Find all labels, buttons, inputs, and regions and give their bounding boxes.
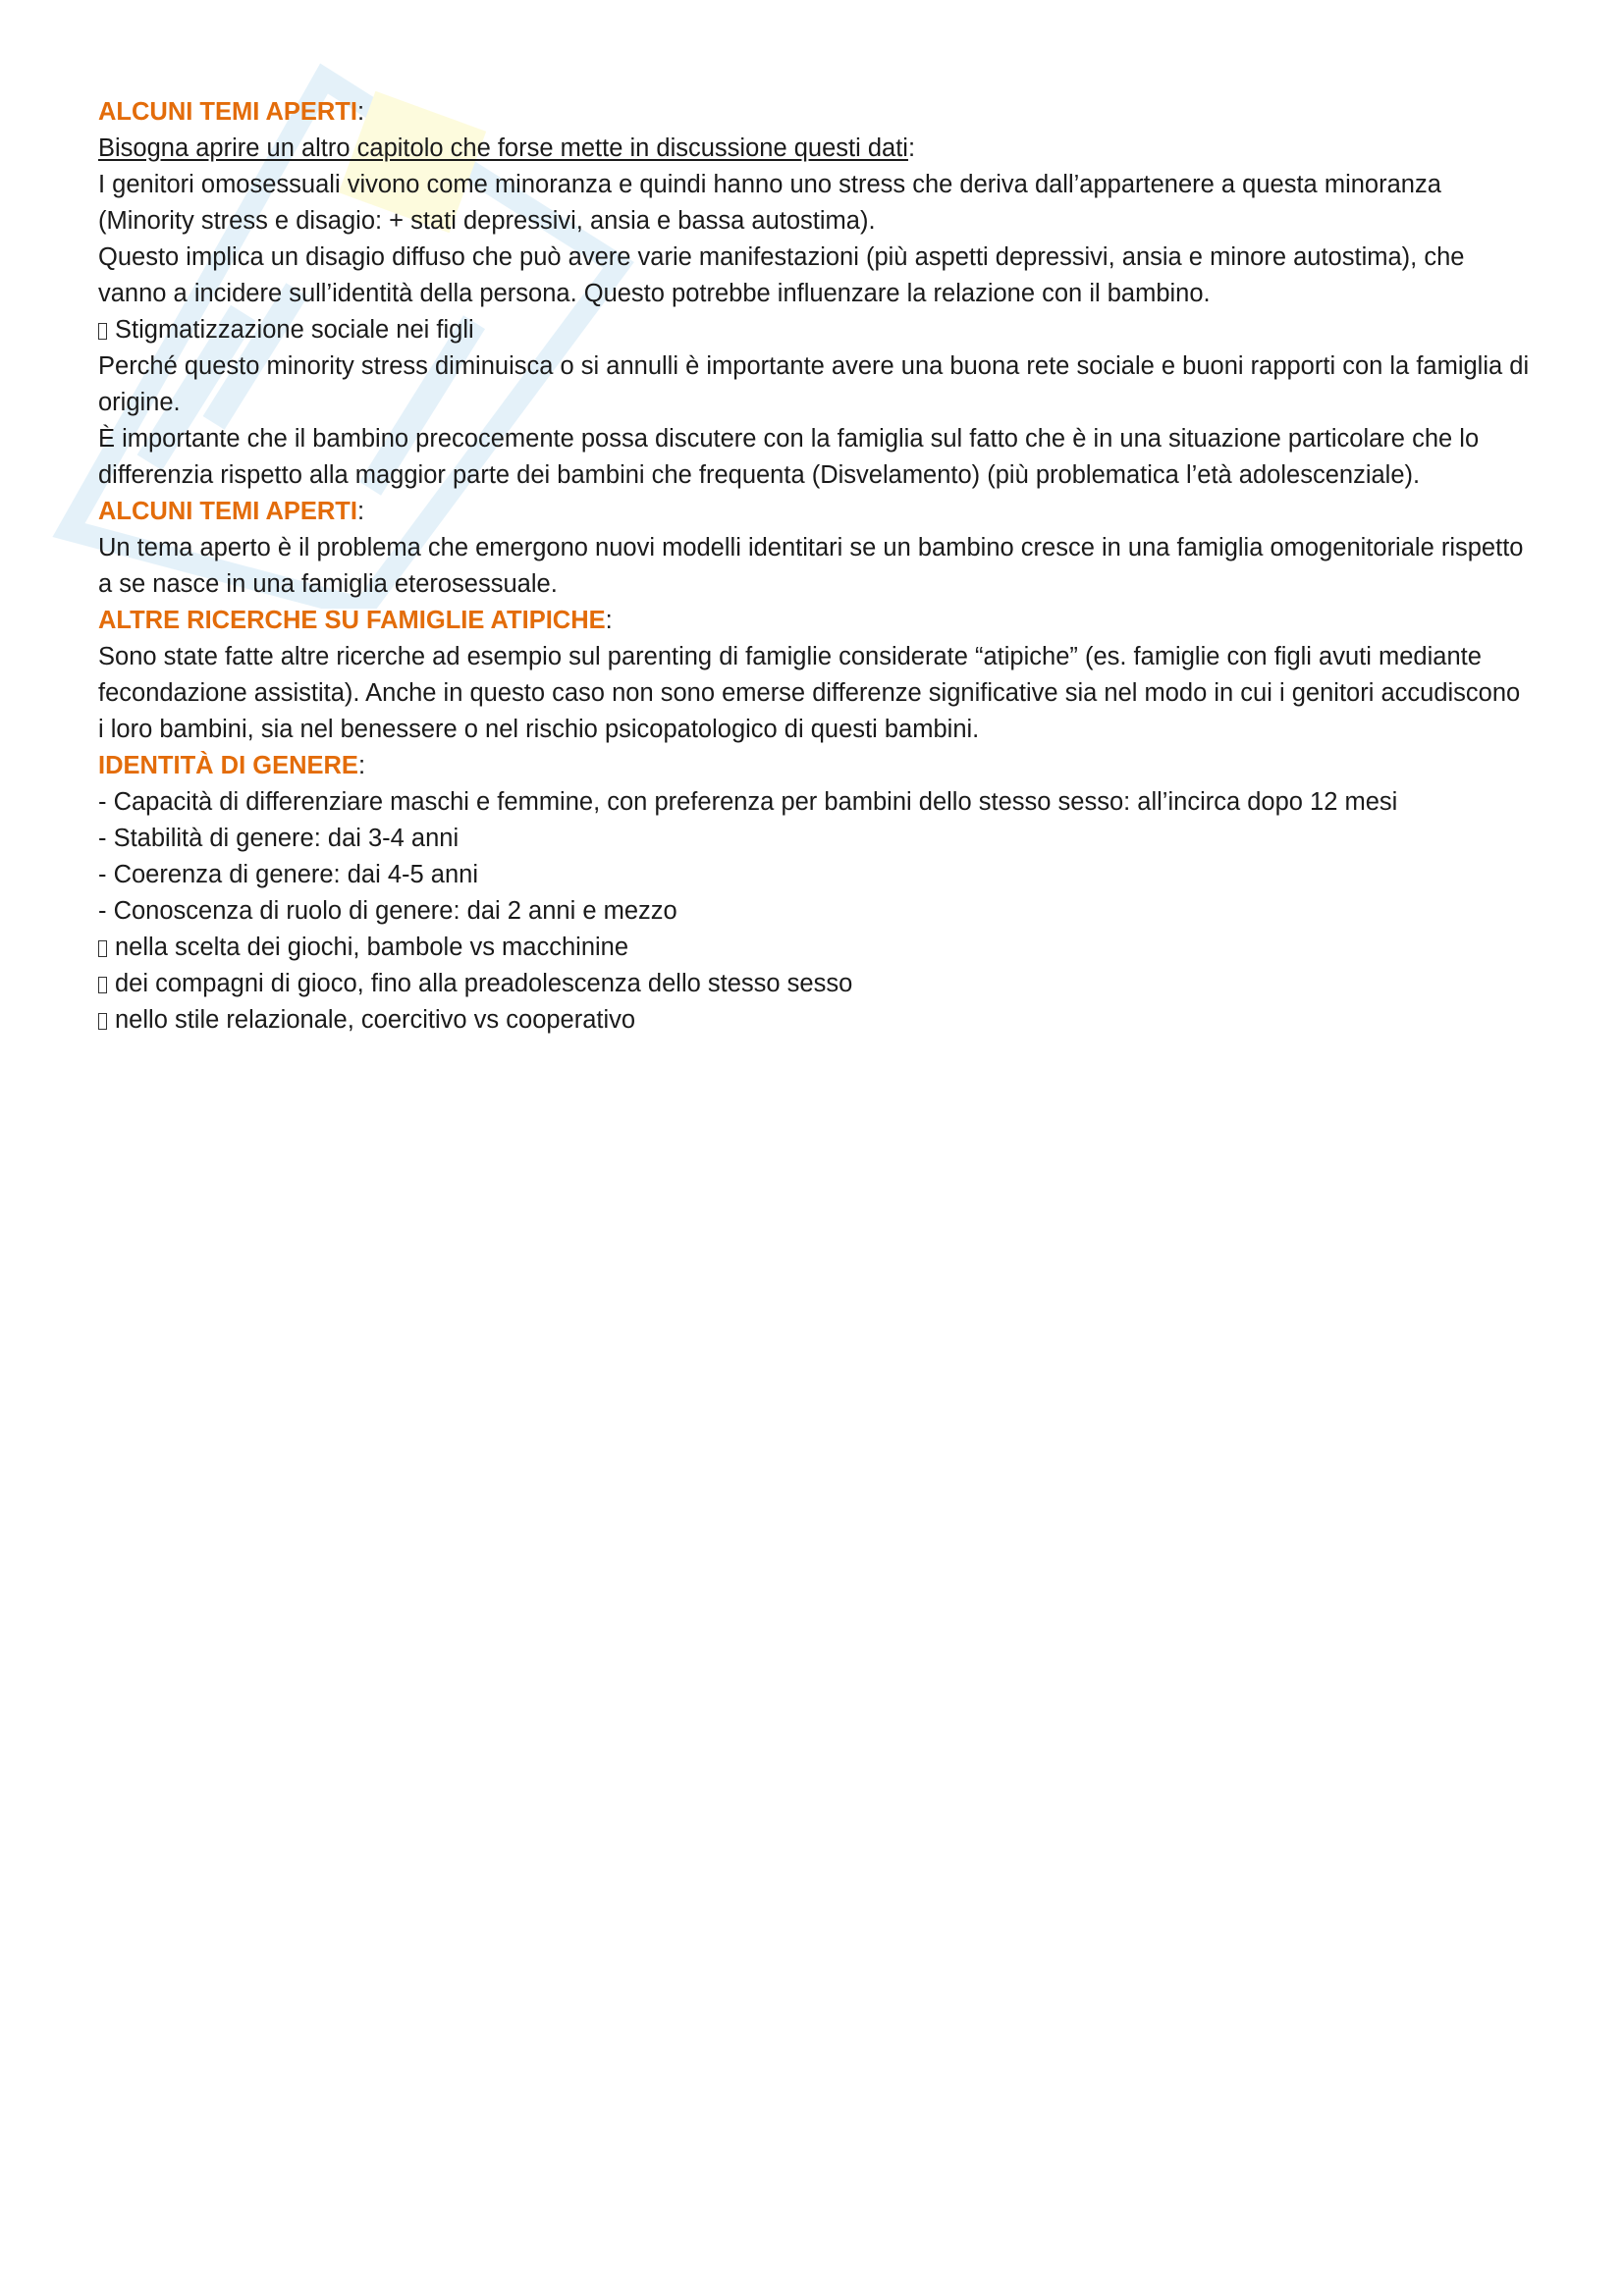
- intro-line: [98, 131, 1532, 167]
- paragraph: I genitori omosessuali vivono come minoranza e quindi hanno uno stress che deriva dall’appartenere a questa minoranza (Minority stress e disagio: + stati depressivi, ansia e bassa autostima).: [98, 171, 1441, 235]
- bullet-box-icon: [98, 977, 107, 993]
- section-heading-line: [98, 494, 1532, 530]
- section-heading-line: [98, 748, 1532, 784]
- list-item: - Coerenza di genere: dai 4-5 anni: [98, 861, 478, 888]
- list-item: - Stabilità di genere: dai 3-4 anni: [98, 825, 460, 852]
- paragraph: Perché questo minority stress diminuisca o si annulli è importante avere una buona rete sociale e buoni rapporti con la famiglia di origine.: [98, 352, 1530, 416]
- list-item: - Capacità di differenziare maschi e femmine, con preferenza per bambini dello stesso sesso: all’incirca dopo 12 mesi: [98, 788, 1398, 816]
- section-heading: IDENTITÀ DI GENERE: [98, 752, 358, 779]
- underlined-intro: Bisogna aprire un altro capitolo che forse mette in discussione questi dati: [98, 134, 908, 162]
- bullet-line: [98, 312, 1532, 348]
- heading-colon: :: [605, 607, 613, 634]
- bullet-text: nello stile relazionale, coercitivo vs cooperativo: [115, 1006, 636, 1034]
- bullet-box-icon: [98, 323, 107, 340]
- section-heading: ALCUNI TEMI APERTI: [98, 98, 357, 126]
- heading-colon: :: [357, 752, 366, 779]
- bullet-text: dei compagni di gioco, fino alla preadolescenza dello stesso sesso: [115, 970, 853, 997]
- document-body: [98, 94, 1532, 1039]
- intro-colon: :: [907, 134, 916, 162]
- paragraph: È importante che il bambino precocemente possa discutere con la famiglia sul fatto che è in una situazione particolare che lo differenzia rispetto alla maggior parte dei bambini che frequenta (Disvelamento) (più problematica l’età adolescenziale).: [98, 425, 1480, 489]
- section-heading-line: [98, 94, 1532, 131]
- bullet-text: nella scelta dei giochi, bambole vs macchinine: [115, 934, 629, 961]
- list-item: - Conoscenza di ruolo di genere: dai 2 anni e mezzo: [98, 897, 677, 925]
- bullet-line: [98, 966, 1532, 1002]
- bullet-text: Stigmatizzazione sociale nei figli: [115, 316, 474, 344]
- section-heading-line: [98, 603, 1532, 639]
- bullet-line: [98, 930, 1532, 966]
- paragraph: Un tema aperto è il problema che emergono nuovi modelli identitari se un bambino cresce in una famiglia omogenitoriale rispetto a se nasce in una famiglia eterosessuale.: [98, 534, 1524, 598]
- bullet-line: [98, 1002, 1532, 1039]
- heading-colon: :: [356, 98, 365, 126]
- paragraph: Questo implica un disagio diffuso che può avere varie manifestazioni (più aspetti depressivi, ansia e minore autostima), che vanno a incidere sull’identità della persona. Questo potrebbe influenzare la relazione con il bambino.: [98, 243, 1465, 307]
- heading-colon: :: [356, 498, 365, 525]
- section-heading: ALCUNI TEMI APERTI: [98, 498, 357, 525]
- section-heading: ALTRE RICERCHE SU FAMIGLIE ATIPICHE: [98, 607, 606, 634]
- bullet-box-icon: [98, 1013, 107, 1030]
- bullet-box-icon: [98, 940, 107, 957]
- paragraph: Sono state fatte altre ricerche ad esempio sul parenting di famiglie considerate “atipiche” (es. famiglie con figli avuti mediante fecondazione assistita). Anche in questo caso non sono emerse differenze significative sia nel modo in cui i genitori accudiscono i loro bambini, sia nel benessere o nel rischio psicopatologico di questi bambini.: [98, 643, 1521, 743]
